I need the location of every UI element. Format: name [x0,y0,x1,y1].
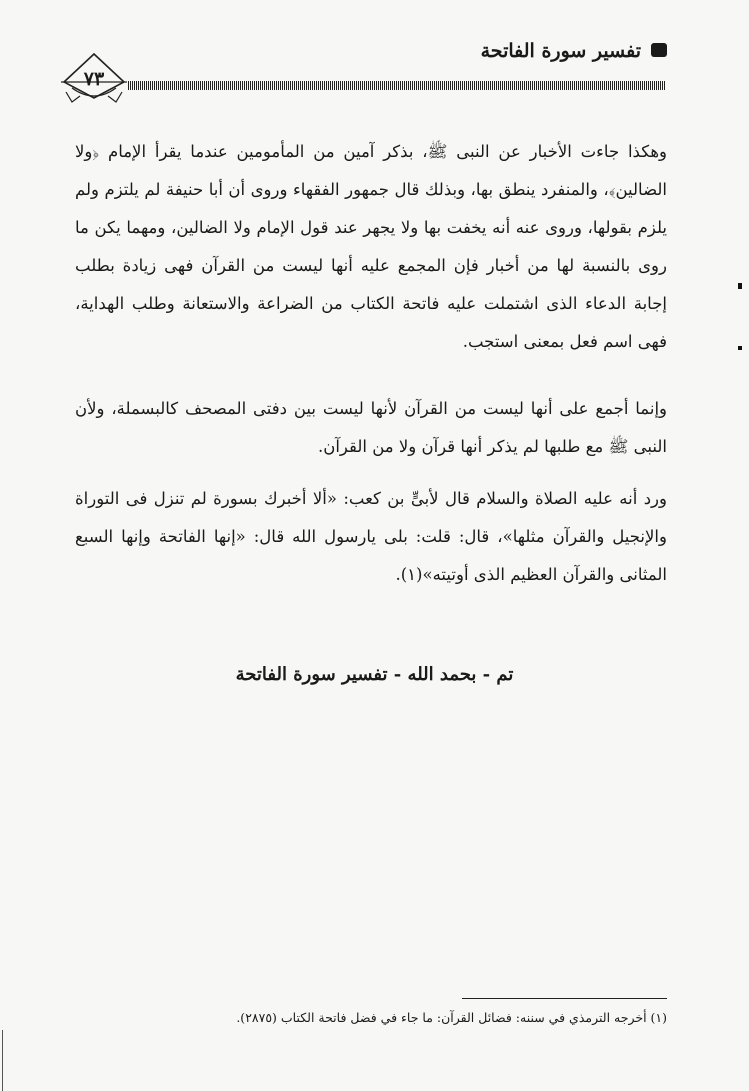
paragraph-3: ورد أنه عليه الصلاة والسلام قال لأبىٍّ بن كعب: «ألا أخبرك بسورة لم تنزل فى التوراة والإنجيل والقرآن مثلها»، قال: قلت: بلى يارسول الله قال: «إنها الفاتحة وإنها السبع المثانى والقرآن العظيم الذى أوتيته»(١). [75,489,667,584]
paragraph-2: وإنما أجمع على أنها ليست من القرآن لأنها ليست بين دفتى المصحف كالبسملة، ولأن النبى ﷺ مع طلبها لم يذكر أنها قرآن ولا من القرآن. [75,399,667,456]
margin-mark [738,346,742,350]
closing-line: تم - بحمد الله - تفسير سورة الفاتحة [235,664,514,685]
header-ornament-icon [651,43,667,57]
page-number: ٧٣ [83,68,105,90]
footnote: (١) أخرجه الترمذي في سننه: فضائل القرآن: ما جاء في فضل فاتحة الكتاب (٢٨٧٥). [236,1010,667,1025]
header-rule [128,81,666,90]
scan-edge-line [2,1030,3,1091]
footnote-rule [462,998,667,999]
margin-mark [738,283,742,289]
page-number-badge [58,52,130,108]
paragraph-1: وهكذا جاءت الأخبار عن النبى ﷺ، بذكر آمين من المأمومين عندما يقرأ الإمام ﴿ولا الضالين﴾، والمنفرد ينطق بها، وبذلك قال جمهور الفقهاء وروى أن أبا حنيفة لم يلتزم ولم يلزم بقولها، وروى عنه أنه يخفت بها ولا يجهر عند قول الإمام ولا الضالين، ومهما يكن ما روى بالنسبة لها من أخبار فإن المجمع عليه أنها ليست من القرآن فهى زيادة بطلب إجابة الدعاء الذى اشتملت عليه فاتحة الكتاب من الضراعة والاستعانة وطلب الهداية، فهى اسم فعل بمعنى استجب. [75,142,667,351]
running-header-title: تفسير سورة الفاتحة [480,40,641,62]
